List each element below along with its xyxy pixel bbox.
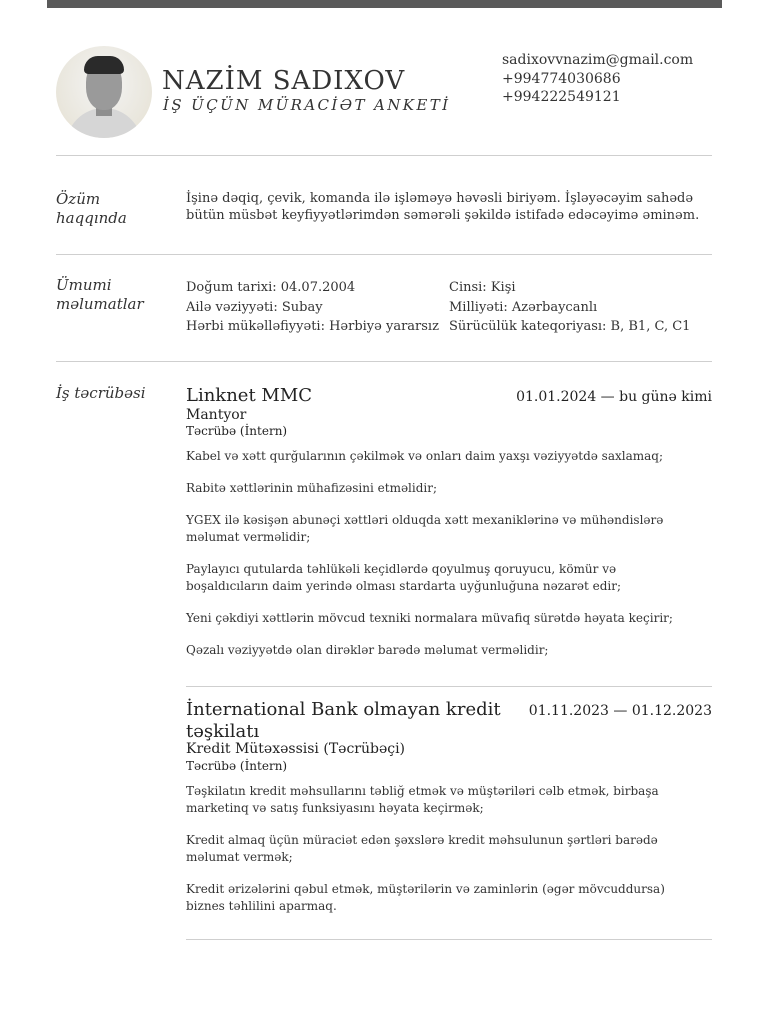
job-type: Təcrübə (İntern)	[186, 759, 288, 773]
general-info-right	[449, 278, 690, 337]
phone-2[interactable]: +994222549121	[502, 89, 621, 105]
divider	[186, 939, 712, 940]
document-subtitle: İŞ ÜÇÜN MÜRACİƏT ANKETİ	[163, 96, 451, 114]
list-item: Kabel və xətt qurğularının çəkilmək və onları daim yaxşı vəziyyətdə saxlamaq;	[186, 449, 664, 463]
job-role: Mantyor	[186, 407, 247, 423]
list-item: Paylayıcı qutularda təhlükəli keçidlərdə qoyulmuş qoruyucu, kömür və boşaldıcıların daim yerində olması stardarta uyğunluğuna nəzarət edir;	[186, 562, 622, 593]
divider	[186, 686, 712, 687]
nationality: Milliyəti: Azərbaycanlı	[449, 299, 598, 315]
list-item: Təşkilatın kredit məhsullarını təbliğ etmək və müştəriləri cəlb etmək, birbaşa marketinq və satış funksiyasını həyata keçirmək;	[186, 784, 659, 815]
list-item: Qəzalı vəziyyətdə olan dirəklər barədə məlumat verməlidir;	[186, 643, 549, 657]
portrait-photo	[56, 46, 152, 138]
list-item: Rabitə xəttlərinin mühafizəsini etməlidir;	[186, 481, 438, 495]
divider	[56, 361, 712, 362]
email[interactable]: sadixovvnazim@gmail.com	[502, 52, 694, 68]
about-text: İşinə dəqiq, çevik, komanda ilə işləməyə həvəsli biriyəm. İşləyəcəyim sahədə bütün müsbət keyfiyyətlərimdən səmərəli şəkildə istifadə edəcəyimə əminəm.	[186, 191, 700, 223]
marital-status: Ailə vəziyyəti: Subay	[186, 299, 323, 315]
divider	[56, 155, 712, 156]
job-entry	[186, 699, 712, 929]
divider	[56, 254, 712, 255]
list-item: YGEX ilə kəsişən abunəçi xəttləri olduqda xətt mexaniklərinə və mühəndislərə məlumat verməlidir;	[186, 513, 664, 544]
job-duties	[186, 783, 676, 930]
experience-label: İş təcrübəsi	[56, 384, 146, 402]
military-status: Hərbi mükəlləfiyyəti: Hərbiyə yararsız	[186, 319, 439, 334]
general-info-left	[186, 278, 439, 337]
general-info-label: Ümumi məlumatlar	[56, 276, 144, 313]
about-label: Özüm haqqında	[56, 190, 127, 227]
driving-license: Sürücülük kateqoriyası: B, B1, C, C1	[449, 319, 691, 334]
job-company: İnternational Bank olmayan kredit təşkilatı	[186, 699, 501, 742]
header	[56, 46, 712, 141]
list-item: Kredit ərizələrini qəbul etmək, müştərilərin və zaminlərin (əgər mövcuddursa) biznes təhlilini aparmaq.	[186, 882, 665, 913]
job-type: Təcrübə (İntern)	[186, 424, 288, 438]
job-entry	[186, 385, 712, 670]
candidate-name: NAZİM SADIXOV	[162, 66, 406, 96]
job-duties	[186, 448, 686, 674]
photo-hair	[84, 56, 124, 74]
contact-info	[502, 51, 693, 107]
gender: Cinsi: Kişi	[449, 280, 516, 295]
list-item: Yeni çəkdiyi xəttlərin mövcud texniki normalara müvafiq sürətdə həyata keçirir;	[186, 611, 673, 625]
job-role: Kredit Mütəxəssisi (Təcrübəçi)	[186, 741, 406, 757]
job-company: Linknet MMC	[186, 385, 313, 406]
list-item: Kredit almaq üçün müraciət edən şəxslərə kredit məhsulunun şərtləri barədə məlumat vermək;	[186, 833, 658, 864]
job-dates: 01.11.2023 — 01.12.2023	[528, 703, 712, 719]
job-dates: 01.01.2024 — bu günə kimi	[516, 389, 712, 405]
birth-date: Doğum tarixi: 04.07.2004	[186, 280, 356, 295]
phone-1[interactable]: +994774030686	[502, 70, 621, 87]
top-bar	[47, 0, 722, 8]
